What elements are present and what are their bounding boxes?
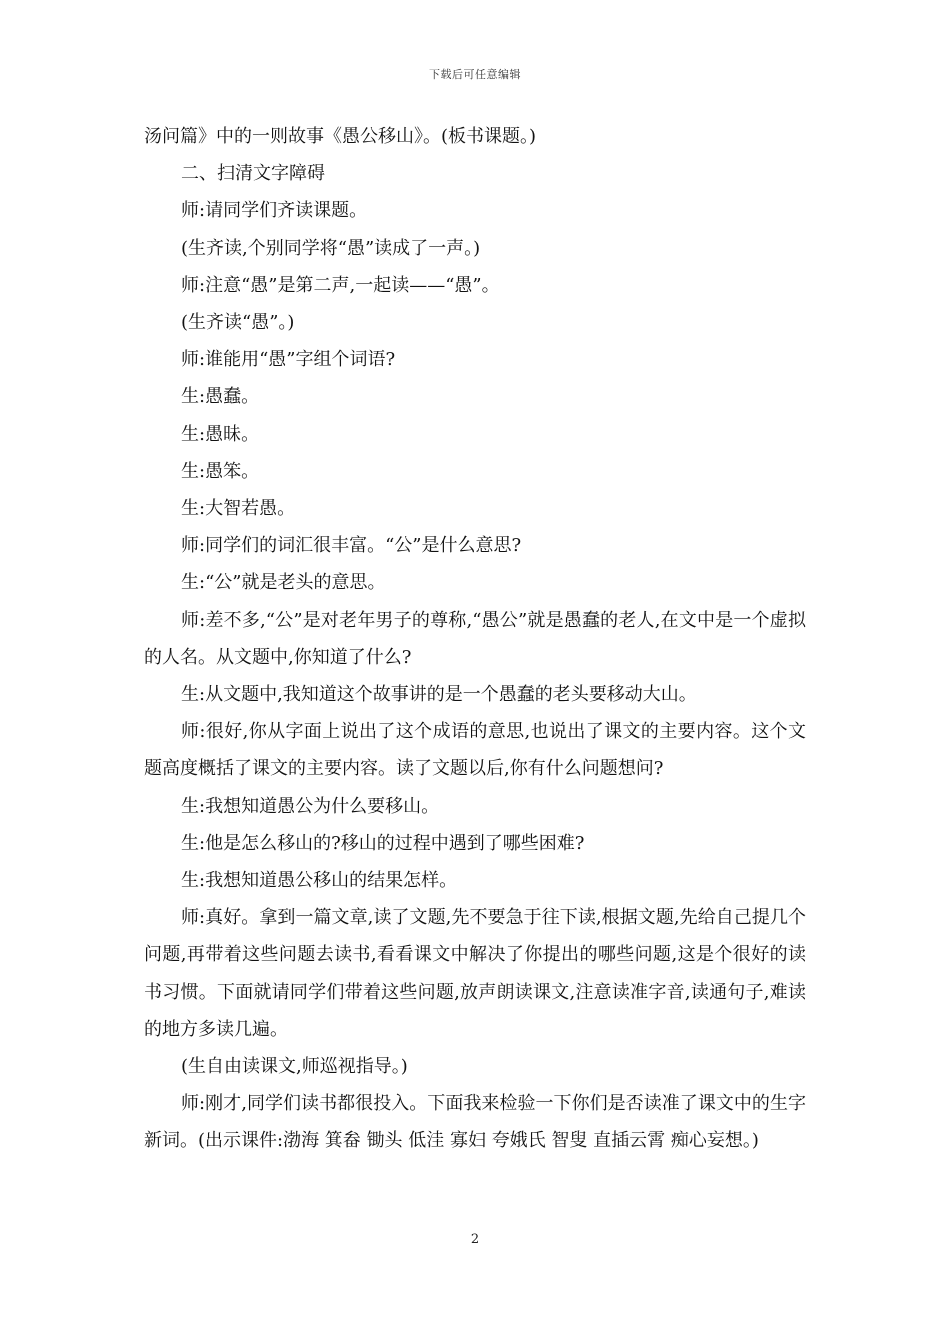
paragraph: 师:请同学们齐读课题。 — [181, 200, 368, 222]
page-number: 2 — [470, 1232, 480, 1247]
paragraph: 师:刚才,同学们读书都很投入。下面我来检验一下你们是否读准了课文中的生字新词。(出示课件:渤海 箕畚 锄头 低洼 寡妇 夸娥氏 智叟 直插云霄 痴心妄想。) — [144, 1093, 806, 1152]
paragraph: 师:很好,你从字面上说出了这个成语的意思,也说出了课文的主要内容。这个文题高度概括了课文的主要内容。读了文题以后,你有什么问题想问? — [144, 721, 806, 780]
paragraph: 师:真好。拿到一篇文章,读了文题,先不要急于往下读,根据文题,先给自己提几个问题,再带着这些问题去读书,看看课文中解决了你提出的哪些问题,这是个很好的读书习惯。下面就请同学们带着这些问题,放声朗读课文,注意读准字音,读通句子,难读的地方多读几遍。 — [144, 907, 806, 1040]
paragraph: 生:从文题中,我知道这个故事讲的是一个愚蠢的老头要移动大山。 — [181, 684, 697, 706]
paragraph: (生齐读,个别同学将“愚”读成了一声。) — [181, 237, 481, 259]
paragraph: (生齐读“愚”。) — [181, 312, 295, 334]
paragraph: 生:愚笨。 — [181, 460, 260, 482]
paragraph: 生:我想知道愚公移山的结果怎样。 — [181, 870, 458, 892]
paragraph: 生:愚蠢。 — [181, 386, 260, 408]
paragraph: 生:愚昧。 — [181, 423, 260, 445]
paragraph: 师:注意“愚”是第二声,一起读——“愚”。 — [181, 274, 500, 296]
paragraph: (生自由读课文,师巡视指导。) — [181, 1056, 408, 1078]
paragraph: 师:谁能用“愚”字组个词语? — [181, 349, 396, 371]
paragraph: 生:“公”就是老头的意思。 — [181, 572, 386, 594]
paragraph: 生:他是怎么移山的?移山的过程中遇到了哪些困难? — [181, 832, 585, 854]
section-heading: 二、扫清文字障碍 — [181, 163, 325, 185]
page-header: 下载后可任意编辑 — [429, 68, 521, 81]
paragraph: 生:大智若愚。 — [181, 498, 296, 520]
paragraph: 师:同学们的词汇很丰富。“公”是什么意思? — [181, 535, 522, 557]
paragraph: 汤问篇》中的一则故事《愚公移山》。(板书课题。) — [144, 126, 537, 147]
paragraph: 生:我想知道愚公为什么要移山。 — [181, 795, 440, 817]
document-body — [144, 118, 806, 1160]
paragraph: 师:差不多,“公”是对老年男子的尊称,“愚公”就是愚蠢的老人,在文中是一个虚拟的人名。从文题中,你知道了什么? — [144, 609, 806, 668]
